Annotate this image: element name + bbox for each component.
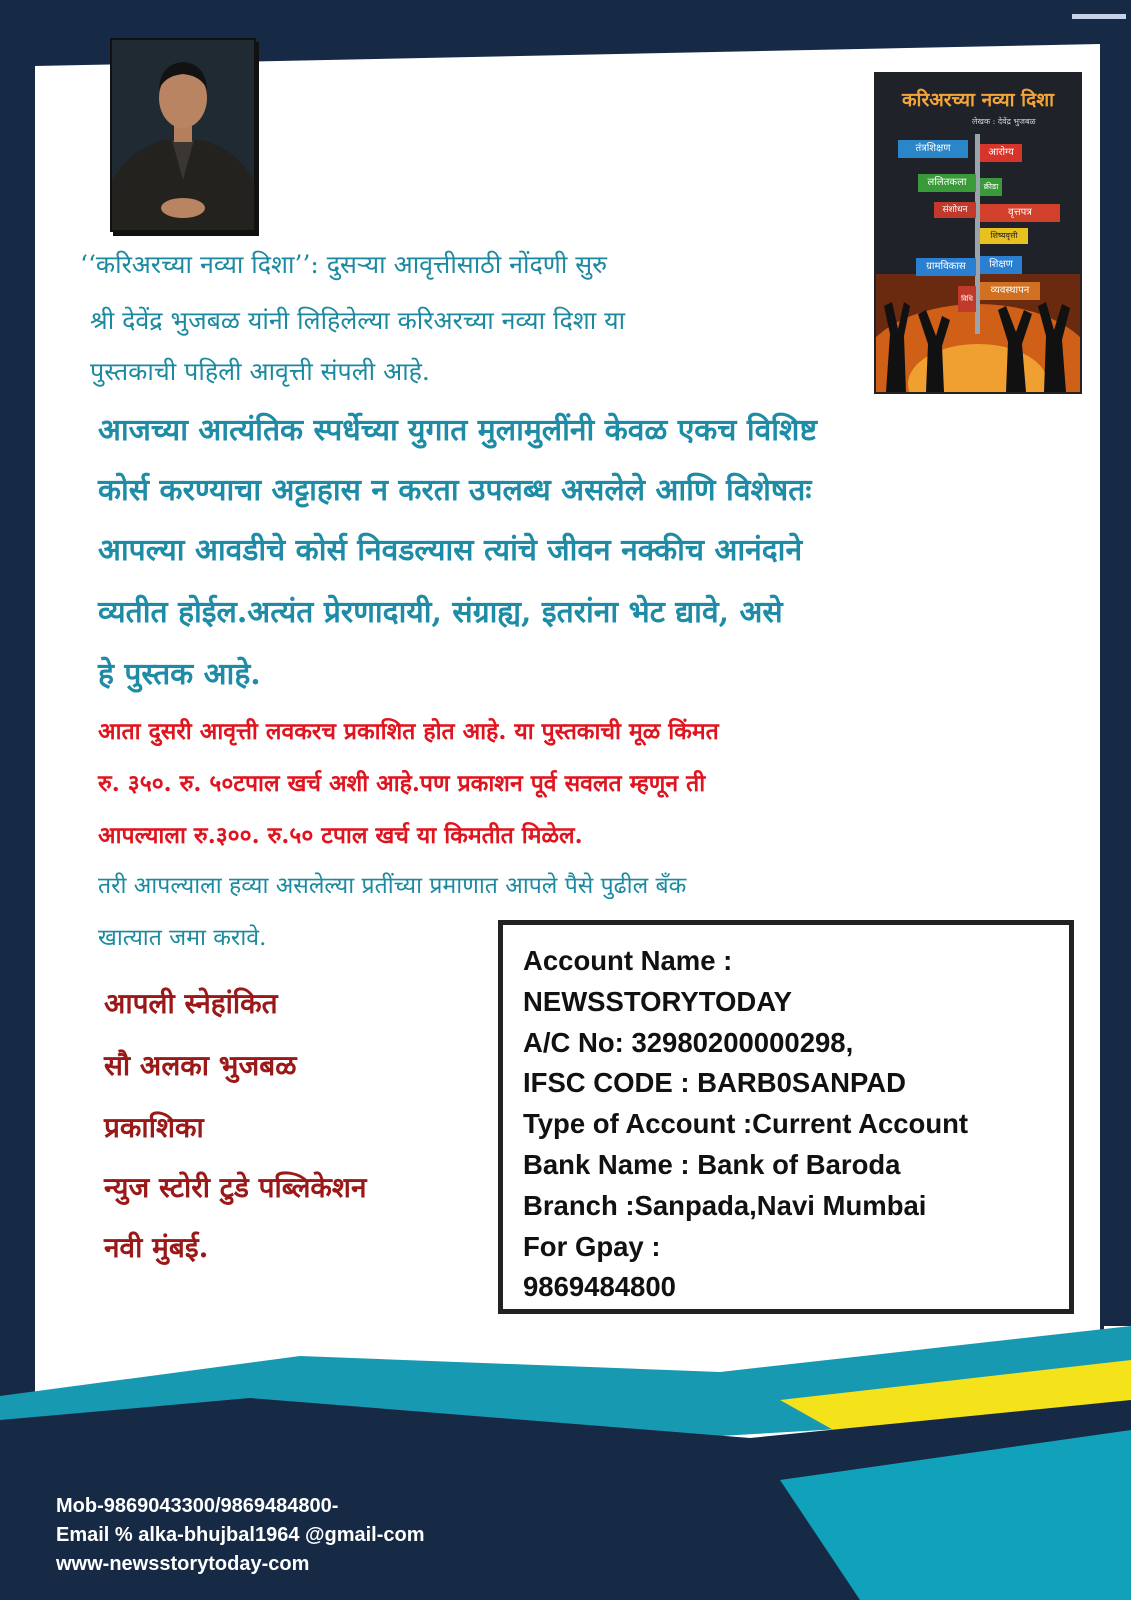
signpost: क्रीडा <box>980 178 1002 196</box>
signpost: शिक्षण <box>980 256 1022 274</box>
bank-ifsc-code: IFSC CODE : BARB0SANPAD <box>523 1067 906 1099</box>
description-line-3: आपल्या आवडीचे कोर्स निवडल्यास त्यांचे जीवन नक्कीच आनंदाने <box>98 533 803 568</box>
signature-line-1: आपली स्नेहांकित <box>104 987 278 1020</box>
intro-line-1: ‘‘करिअरच्या नव्या दिशा’’: दुसऱ्या आवृत्तीसाठी नोंदणी सुरु <box>80 250 608 279</box>
signpost: व्यवस्थापन <box>980 282 1040 300</box>
description-line-1: आजच्या आत्यंतिक स्पर्धेच्या युगात मुलामुलींनी केवळ एकच विशिष्ट <box>98 413 817 448</box>
signpost: आरोग्य <box>980 144 1022 162</box>
signpost: ग्रामविकास <box>916 258 976 276</box>
instruction-line-2: खात्यात जमा करावे. <box>98 925 267 951</box>
book-cover-image <box>874 72 1082 394</box>
footer-website: www-newsstorytoday-com <box>56 1553 310 1575</box>
intro-line-2: श्री देवेंद्र भुजबळ यांनी लिहिलेल्या करिअरच्या नव्या दिशा या <box>90 306 626 335</box>
gpay-label: For Gpay : <box>523 1230 661 1262</box>
signature-line-5: नवी मुंबई. <box>104 1231 209 1264</box>
signpost: शिष्यवृत्ती <box>980 228 1028 244</box>
bank-account-name-value: NEWSSTORYTODAY <box>523 985 792 1017</box>
signpost: संशोधन <box>934 202 976 218</box>
corner-accent-line <box>1072 14 1126 19</box>
instruction-line-1: तरी आपल्याला हव्या असलेल्या प्रतींच्या प्रमाणात आपले पैसे पुढील बँक <box>98 873 687 899</box>
author-photo <box>110 38 256 232</box>
bank-details-box <box>498 920 1074 1314</box>
bank-account-number: A/C No: 32980200000298, <box>523 1026 854 1058</box>
intro-line-3: पुस्तकाची पहिली आवृत्ती संपली आहे. <box>90 357 430 386</box>
description-line-2: कोर्स करण्याचा अट्टाहास न करता उपलब्ध असलेले आणि विशेषतः <box>98 473 812 508</box>
description-line-4: व्यतीत होईल.अत्यंत प्रेरणादायी, संग्राह्य, इतरांना भेट द्यावे, असे <box>98 595 783 630</box>
footer-email: Email % alka-bhujbal1964 @gmail-com <box>56 1524 425 1546</box>
gpay-number: 9869484800 <box>523 1271 676 1303</box>
offer-line-3: आपल्याला रु.३००. रु.५० टपाल खर्च या किमतीत मिळेल. <box>98 822 583 849</box>
footer-mobile: Mob-9869043300/9869484800- <box>56 1495 339 1517</box>
signature-line-2: सौ अलका भुजबळ <box>104 1049 297 1082</box>
book-cover-title: करिअरच्या नव्या दिशा <box>901 89 1055 111</box>
book-cover-author: लेखक : देवेंद्र भुजबळ <box>972 117 1036 126</box>
offer-line-1: आता दुसरी आवृत्ती लवकरच प्रकाशित होत आहे. या पुस्तकाची मूळ किंमत <box>98 718 719 745</box>
offer-line-2: रु. ३५०. रु. ५०टपाल खर्च अशी आहे.पण प्रकाशन पूर्व सवलत म्हणून ती <box>98 770 706 797</box>
bank-name: Bank Name : Bank of Baroda <box>523 1148 901 1180</box>
signpost: विधि <box>958 286 976 312</box>
signpost: तंत्रशिक्षण <box>898 140 968 158</box>
signpost: वृत्तपत्र <box>980 204 1060 222</box>
signpost: ललितकला <box>918 174 976 192</box>
signature-line-3: प्रकाशिका <box>104 1111 204 1144</box>
signature-line-4: न्युज स्टोरी टुडे पब्लिकेशन <box>104 1171 367 1204</box>
bank-branch: Branch :Sanpada,Navi Mumbai <box>523 1189 927 1221</box>
bank-account-name-label: Account Name : <box>523 945 733 976</box>
footer-contact <box>56 1492 425 1579</box>
description-line-5: हे पुस्तक आहे. <box>98 657 261 692</box>
bank-account-type: Type of Account :Current Account <box>523 1108 969 1140</box>
